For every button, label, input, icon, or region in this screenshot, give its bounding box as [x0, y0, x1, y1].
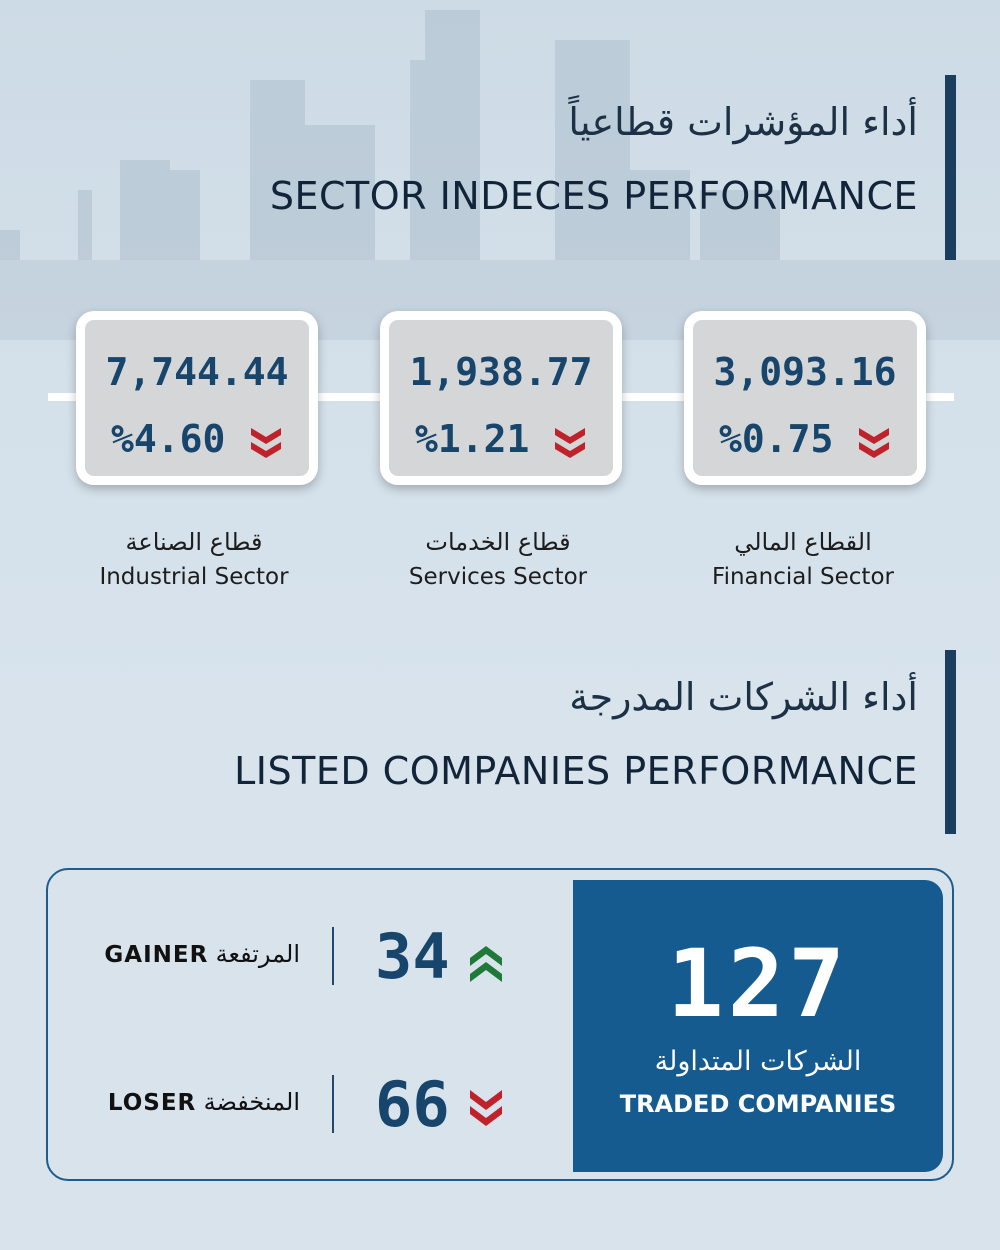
- industrial-sector-label: [44, 528, 344, 590]
- companies-accent-bar: [945, 650, 956, 834]
- gainer-row: [70, 922, 550, 992]
- financial-name-english: Financial Sector: [712, 564, 894, 590]
- chevron-down-icon: [857, 426, 891, 460]
- financial-sector-label: [653, 528, 953, 590]
- services-name-arabic: قطاع الخدمات: [425, 528, 571, 556]
- financial-name-arabic: القطاع المالي: [734, 528, 872, 556]
- financial-index-value: 3,093.16: [713, 350, 897, 394]
- financial-sector-card: [684, 311, 926, 485]
- companies-title-arabic: أداء الشركات المدرجة: [569, 675, 918, 719]
- services-change-percent: %1.21: [415, 417, 530, 461]
- services-index-value: 1,938.77: [409, 350, 593, 394]
- loser-label-english: LOSER: [107, 1090, 197, 1116]
- sector-section-header: [270, 100, 918, 218]
- traded-count: 127: [667, 930, 849, 1039]
- gainer-label-arabic: المرتفعة: [215, 940, 300, 968]
- industrial-sector-card: [76, 311, 318, 485]
- sector-title-english: SECTOR INDECES PERFORMANCE: [269, 174, 918, 218]
- chevron-down-icon: [553, 426, 587, 460]
- industrial-name-english: Industrial Sector: [99, 564, 289, 590]
- loser-count: 66: [375, 1068, 450, 1141]
- chevron-down-icon: [468, 1088, 504, 1130]
- chevron-down-icon: [249, 426, 283, 460]
- chevron-up-icon: [468, 940, 504, 982]
- industrial-name-arabic: قطاع الصناعة: [125, 528, 263, 556]
- companies-section-header: [234, 675, 918, 793]
- sector-title-arabic: أداء المؤشرات قطاعياً: [568, 100, 918, 144]
- loser-label-arabic: المنخفضة: [203, 1088, 300, 1116]
- traded-label-arabic: الشركات المتداولة: [654, 1046, 862, 1077]
- traded-companies-box: [573, 880, 943, 1172]
- industrial-change-percent: %4.60: [111, 417, 226, 461]
- sector-accent-bar: [945, 75, 956, 260]
- loser-row: [70, 1070, 550, 1140]
- divider: [332, 1075, 334, 1133]
- traded-label-english: TRADED COMPANIES: [619, 1090, 897, 1118]
- gainer-label-english: GAINER: [104, 942, 209, 968]
- services-name-english: Services Sector: [408, 564, 588, 590]
- companies-title-english: LISTED COMPANIES PERFORMANCE: [234, 749, 918, 793]
- loser-label: [94, 1088, 300, 1116]
- financial-change-percent: %0.75: [719, 417, 834, 461]
- gainer-count: 34: [375, 920, 450, 993]
- services-sector-card: [380, 311, 622, 485]
- gainer-label: [90, 940, 300, 968]
- divider: [332, 927, 334, 985]
- services-sector-label: [348, 528, 648, 590]
- industrial-index-value: 7,744.44: [105, 350, 289, 394]
